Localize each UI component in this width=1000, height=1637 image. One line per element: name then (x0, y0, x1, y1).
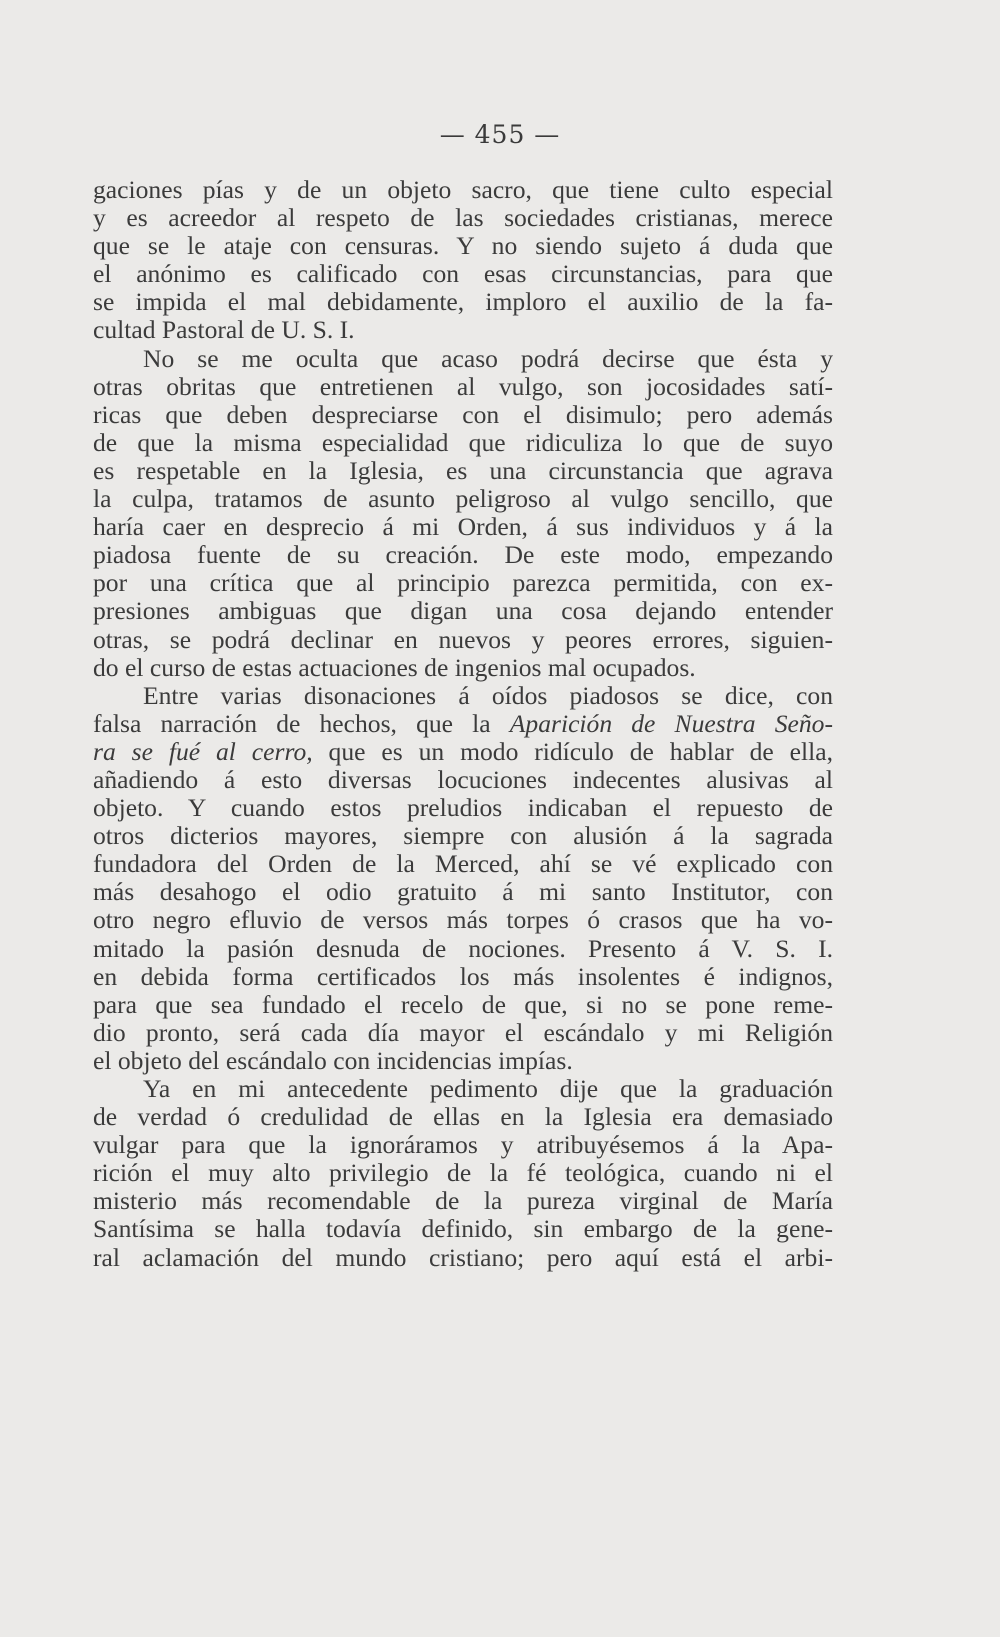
text-line: que se le ataje con censuras. Y no siendo sujeto á duda que (93, 231, 833, 261)
text-line: por una crítica que al principio parezca permitida, con ex- (93, 568, 833, 598)
text-line: dio pronto, será cada día mayor el escándalo y mi Religión (93, 1017, 833, 1047)
text-line: vulgar para que la ignoráramos y atribuyésemos á la Apa- (93, 1130, 833, 1160)
text-line: Santísima se halla todavía definido, sin embargo de la gene- (93, 1214, 833, 1244)
text-line: otros dicterios mayores, siempre con alusión á la sagrada (93, 821, 833, 851)
text-line: y es acreedor al respeto de las sociedades cristianas, merece (93, 203, 833, 233)
paragraph-1 (93, 176, 833, 345)
text-line: rición el muy alto privilegio de la fé teológica, cuando ni el (93, 1158, 833, 1188)
text-line: el anónimo es calificado con esas circunstancias, para que (93, 259, 833, 289)
text-line: haría caer en desprecio á mi Orden, á sus individuos y á la (93, 512, 833, 542)
text-line: Entre varias disonaciones á oídos piadosos se dice, con (143, 680, 833, 710)
paragraph-3 (93, 682, 833, 1075)
text-line: es respetable en la Iglesia, es una circunstancia que agrava (93, 455, 833, 485)
text-line: fundadora del Orden de la Merced, ahí se vé explicado con (93, 849, 833, 879)
text-line: en debida forma certificados los más insolentes é indignos, (93, 961, 833, 991)
text-line: para que sea fundado el recelo de que, si no se pone reme- (93, 989, 833, 1019)
italic-title: ra se fué al cerro, (93, 736, 313, 766)
text-line: otras obritas que entretienen al vulgo, son jocosidades satí- (93, 371, 833, 401)
text-line: de que la misma especialidad que ridiculiza lo que de suyo (93, 427, 833, 457)
text-line: de verdad ó credulidad de ellas en la Iglesia era demasiado (93, 1102, 833, 1132)
text-line: la culpa, tratamos de asunto peligroso al vulgo sencillo, que (93, 484, 833, 514)
text-line: Ya en mi antecedente pedimento dije que la graduación (143, 1074, 833, 1103)
text-line: presiones ambiguas que digan una cosa dejando entender (93, 596, 833, 626)
text-line: No se me oculta que acaso podrá decirse que ésta y (143, 343, 833, 373)
text-line (93, 738, 833, 766)
paragraph-2 (93, 345, 833, 682)
page-number: — 455 — (439, 120, 561, 149)
text-line: gaciones pías y de un objeto sacro, que tiene culto especial (93, 175, 833, 204)
body-text (93, 176, 833, 1272)
text-line: mitado la pasión desnuda de nociones. Presento á V. S. I. (93, 933, 833, 963)
text-line: el objeto del escándalo con incidencias impías. (93, 1045, 573, 1075)
text-line (93, 710, 833, 738)
text-fragment: falsa narración de hechos, que la (93, 708, 510, 738)
paragraph-4 (93, 1075, 833, 1272)
text-line: otras, se podrá declinar en nuevos y peores errores, siguien- (93, 624, 833, 654)
text-line: piadosa fuente de su creación. De este modo, empezando (93, 540, 833, 570)
text-line: se impida el mal debidamente, imploro el auxilio de la fa- (93, 287, 833, 317)
italic-title: Aparición de Nuestra Seño- (509, 708, 833, 738)
text-line: añadiendo á esto diversas locuciones indecentes alusivas al (93, 764, 833, 794)
text-line: ral aclamación del mundo cristiano; pero aquí está el arbi- (93, 1242, 833, 1272)
text-line: cultad Pastoral de U. S. I. (93, 315, 355, 345)
text-fragment: que es un modo ridículo de hablar de ella, (312, 736, 833, 766)
text-line: do el curso de estas actuaciones de ingenios mal ocupados. (93, 652, 696, 682)
text-line: ricas que deben despreciarse con el disimulo; pero además (93, 399, 833, 429)
text-line: objeto. Y cuando estos preludios indicaban el repuesto de (93, 793, 833, 823)
text-line: otro negro efluvio de versos más torpes ó crasos que ha vo- (93, 905, 833, 935)
text-line: más desahogo el odio gratuito á mi santo Institutor, con (93, 877, 833, 907)
text-line: misterio más recomendable de la pureza virginal de María (93, 1186, 833, 1216)
